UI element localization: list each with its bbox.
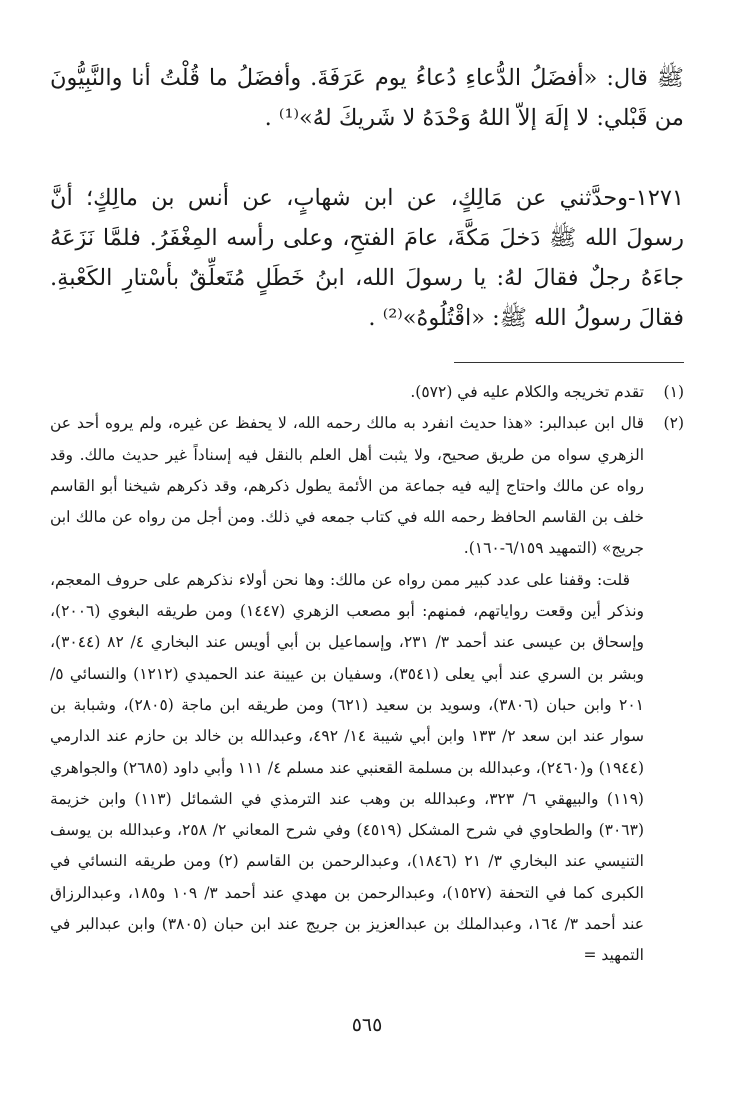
footnote-mark: (١) <box>663 383 684 401</box>
main-text <box>50 58 684 338</box>
footnote-body <box>50 377 644 408</box>
footnote-2 <box>50 408 684 971</box>
footnote-separator <box>454 362 684 363</box>
footnote-1 <box>50 377 684 408</box>
hadith-ending-paragraph: ﷺ قال: «أفضَلُ الدُّعاءِ دُعاءُ يوم عَرَفَةَ. وأفضَلُ ما قُلْتُ أنا والنَّبِيُّونَ من قَبْلي: لا إلَهَ إلاّ اللهُ وَحْدَهُ لا شَريكَ لهُ»⁽¹⁾ . <box>50 65 684 131</box>
hadith-1271-paragraph: ١٢٧١-وحدَّثني عن مَالِكٍ، عن ابن شهابٍ، عن أنس بن مالِكٍ؛ أنَّ رسولَ الله ﷺ دَخلَ مَكَّةَ، عامَ الفتحِ، وعلى رأسه المِغْفَرُ. فلمَّا نَزَعَهُ جاءَهُ رجلٌ فقالَ لهُ: يا رسولَ الله، ابنُ خَطَلٍ مُتَعلِّقٌ بأسْتارِ الكَعْبةِ. فقالَ رسولُ الله ﷺ: «اقْتُلُوهُ»⁽²⁾ . <box>50 185 684 331</box>
footnote-text: قال ابن عبدالبر: «هذا حديث انفرد به مالك رحمه الله، لا يحفظ عن غيره، ولم يروه أحد عن الزهري سواه من طريق صحيح، ولا يثبت أهل العلم بالنقل فيه إسناداً غير حديث مالك. وقد رواه عن مالك واحتاج إليه فيه جماعة من الأئمة يطول ذكرهم، وقد ذكرهم شيخنا أبو القاسم خلف بن القاسم الحافظ رحمه الله في كتاب جمعه في ذلك. ومن أجل من رواه عن مالك ابن جريج» (التمهيد ٦/١٥٩-١٦٠). <box>50 414 644 558</box>
footnote-text: قلت: وقفنا على عدد كبير ممن رواه عن مالك: وها نحن أولاء نذكرهم على حروف المعجم، ونذكر أين وقعت رواياتهم، فمنهم: أبو مصعب الزهري (١٤٤٧) ومن طريقه البغوي (٢٠٠٦)، وإسحاق بن عيسى عند أحمد ٣/ ٢٣١، وإسماعيل بن أبي أويس عند البخاري ٤/ ٨٢ (٣٠٤٤)، وبشر بن السري عند أبي يعلى (٣٥٤١)، وسفيان بن عيينة عند الحميدي (١٢١٢) والنسائي ٥/ ٢٠١ وابن حبان (٣٨٠٦)، وسويد بن سعيد (٦٢١) ومن طريقه ابن ماجة (٢٨٠٥)، وشبابة بن سوار عند ابن سعد ٢/ ١٣٣ وابن أبي شيبة ١٤/ ٤٩٢، وعبدالله بن خالد بن حازم عند الدارمي (١٩٤٤) و(٢٤٦٠)، وعبدالله بن مسلمة القعنبي عند مسلم ٤/ ١١١ وأبي داود (٢٦٨٥) والجواهري (١١٩) والبيهقي ٦/ ٣٢٣، وعبدالله بن وهب عند الترمذي في الشمائل (١١٣) وابن خزيمة (٣٠٦٣) والطحاوي في شرح المشكل (٤٥١٩) وفي شرح المعاني ٢/ ٢٥٨، وعبدالله بن يوسف التنيسي عند البخاري ٣/ ٢١ (١٨٤٦)، وعبدالرحمن بن القاسم (٢) ومن طريقه النسائي في الكبرى كما في التحفة (١٥٢٧)، وعبدالرحمن بن مهدي عند أحمد ٣/ ١٠٩ و١٨٥، وعبدالرزاق عند أحمد ٣/ ١٦٤، وعبدالملك بن عبدالعزيز بن جريج عند ابن حبان (٣٨٠٥) وابن عبدالبر في التمهيد = <box>50 570 645 965</box>
footnote-mark: (٢) <box>663 414 684 433</box>
footnotes <box>50 377 684 972</box>
footnote-body <box>50 408 644 971</box>
page-content <box>50 58 684 972</box>
footnote-text: تقدم تخريجه والكلام عليه في (٥٧٢). <box>410 383 644 401</box>
page-number: ٥٦٥ <box>351 1014 383 1036</box>
